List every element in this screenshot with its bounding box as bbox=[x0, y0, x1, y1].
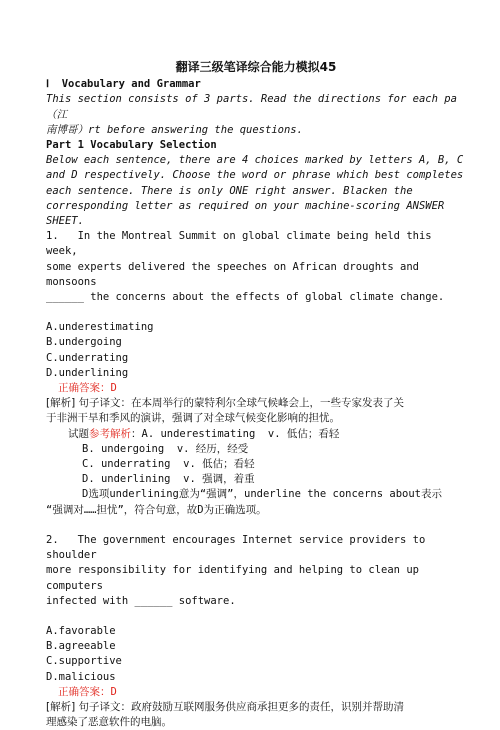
document-page bbox=[46, 60, 466, 730]
question-1-option-d: D.underlining bbox=[46, 366, 129, 379]
page-title: 翻译三级笔译综合能力模拟45 bbox=[175, 60, 337, 74]
question-1-answer bbox=[46, 381, 466, 396]
section-note-line: 南博哥）rt before answering the questions. bbox=[46, 123, 303, 136]
question-1-stem: 1. In the Montreal Summit on global climate being held this week, bbox=[46, 230, 438, 258]
question-1-explanation: D选项underlining意为“强调”，underline the concerns about表示 bbox=[82, 488, 443, 501]
answer-value: D bbox=[110, 382, 117, 395]
question-2-option-b: B.agreeable bbox=[46, 640, 116, 653]
question-2-option-a: A.favorable bbox=[46, 624, 116, 637]
directions-line: Below each sentence, there are 4 choices marked by letters A, B, C bbox=[46, 154, 464, 167]
question-1-analysis: [解析] 句子译文：在本周举行的蒙特利尔全球气候峰会上，一些专家发表了关 bbox=[46, 397, 405, 410]
question-2-analysis: 理感染了恶意软件的电脑。 bbox=[46, 716, 172, 729]
question-2-stem: more responsibility for identifying and helping to clean up computers bbox=[46, 564, 426, 592]
question-1-analysis: 于非洲干旱和季风的演讲，强调了对全球气候变化影响的担忧。 bbox=[46, 412, 340, 425]
question-1-stem: ______ the concerns about the effects of global climate change. bbox=[46, 291, 445, 304]
part-heading: Part 1 Vocabulary Selection bbox=[46, 139, 217, 152]
answer-label: 正确答案： bbox=[58, 382, 111, 395]
directions-line: and D respectively. Choose the word or phrase which best completes bbox=[46, 169, 464, 182]
question-1-explanation: “强调对……担忧”，符合句意，故D为正确选项。 bbox=[46, 503, 267, 516]
question-2-analysis: [解析] 句子译文：政府鼓励互联网服务供应商承担更多的责任，识别并帮助清 bbox=[46, 700, 405, 713]
section-heading: Ⅰ Vocabulary and Grammar bbox=[46, 78, 201, 91]
question-1-stem: some experts delivered the speeches on African droughts and monsoons bbox=[46, 260, 426, 288]
question-1-definition: B. undergoing v. 经历，经受 bbox=[82, 442, 249, 455]
answer-value: D bbox=[110, 685, 117, 698]
question-1-definition: C. underrating v. 低估；看轻 bbox=[82, 458, 255, 471]
directions-line: each sentence. There is only ONE right answer. Blacken the bbox=[46, 184, 413, 197]
question-1-definition: D. underlining v. 强调，着重 bbox=[82, 473, 255, 486]
question-2-stem: 2. The government encourages Internet service providers to shoulder bbox=[46, 533, 432, 562]
question-1-option-b: B.undergoing bbox=[46, 336, 122, 349]
question-2-stem: infected with ______ software. bbox=[46, 594, 236, 607]
directions-line: corresponding letter as required on your machine-scoring ANSWER SHEET. bbox=[46, 199, 451, 228]
question-1-option-c: C.underrating bbox=[46, 351, 129, 364]
question-1-reference: 试题参考解析：A. underestimating v. 低估；看轻 bbox=[68, 427, 340, 440]
question-2-option-c: C.supportive bbox=[46, 655, 122, 668]
question-2-option-d: D.malicious bbox=[46, 670, 116, 683]
section-note-line: This section consists of 3 parts. Read the directions for each pa（江 bbox=[46, 93, 457, 121]
question-1-option-a: A.underestimating bbox=[46, 321, 154, 334]
question-2-answer bbox=[46, 685, 466, 700]
answer-label: 正确答案： bbox=[58, 685, 111, 698]
reference-label: 参考解析 bbox=[89, 427, 131, 440]
